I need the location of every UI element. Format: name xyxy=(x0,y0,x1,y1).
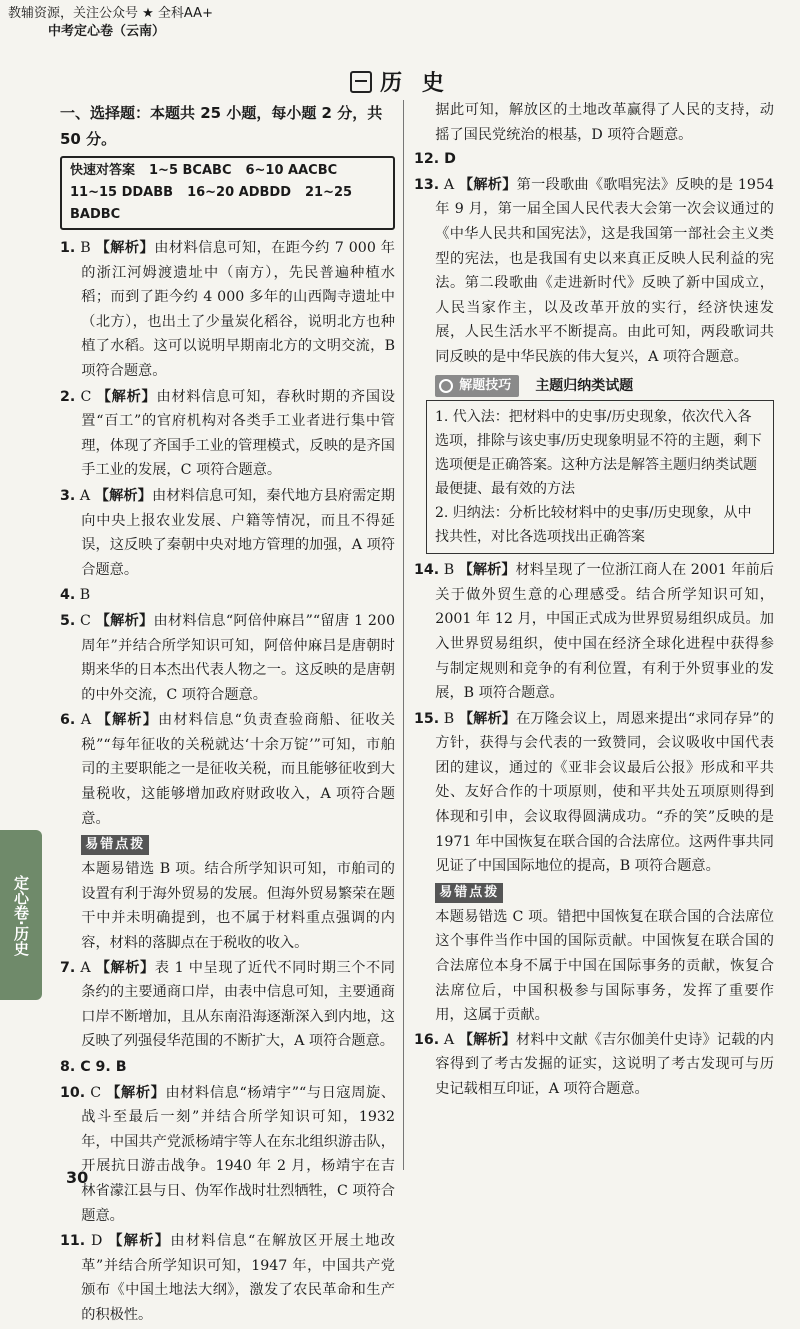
question-11-continued: 据此可知，解放区的土地改革赢得了人民的支持，动摇了国民党统治的根基，D 项符合题意。 xyxy=(435,102,774,143)
question-4: 4. B xyxy=(60,587,91,604)
question-5: 5. C 【解析】由材料信息“阿倍仲麻吕”“留唐 1 200 周年”并结合所学知识可知，阿倍仲麻吕是唐朝时期来华的日本杰出代表人物之一。这反映的是唐朝的中外交流，C 项符合题意。 xyxy=(60,612,395,703)
tip-method-2: 2. 归纳法：分析比较材料中的史事/历史现象，从中找共性，对比各选项找出正确答案 xyxy=(435,505,752,546)
side-tab: 定心卷·历史 xyxy=(0,830,42,1000)
key-icon xyxy=(439,379,453,393)
tip-method-1: 1. 代入法：把材料中的史事/历史现象，依次代入各选项，排除与该史事/历史现象明显不符的主题，剩下选项便是正确答案。这种方法是解答主题归纳类试题最便捷、最有效的方法 xyxy=(435,409,762,498)
question-16: 16. A 【解析】材料中文献《吉尔伽美什史诗》记载的内容得到了考古发掘的证实，这说明了考古发现可与历史记载相互印证，A 项符合题意。 xyxy=(414,1031,774,1097)
solving-tip-title: 主题归纳类试题 xyxy=(535,377,634,394)
question-13: 13. A 【解析】第一段歌曲《歌唱宪法》反映的是 1954 年 9 月，第一届全国人民代表大会第一次会议通过的《中华人民共和国宪法》，这是我国第一部社会主义类型的宪法，也是我国有史以来真正反映人民利益的宪法。第二段歌曲《走进新时代》反映了新中国成立，人民当家作主，以及改革开放的实行，经济快速发展，人民生活水平不断提高。由此可知，两段歌词共同反映的是中华民族的伟大复兴，A 项符合题意。 xyxy=(414,176,774,365)
question-2: 2. C 【解析】由材料信息可知，春秋时期的齐国设置“百工”的官府机构对各类手工业者进行集中管理，体现了齐国手工业的管理模式，反映的是齐国手工业的发展，C 项符合题意。 xyxy=(60,388,395,479)
right-column xyxy=(414,98,774,1103)
question-14: 14. B 【解析】材料呈现了一位浙江商人在 2001 年前后关于做外贸生意的心理感受。结合所学知识可知，2001 年 12 月，中国正式成为世界贸易组织成员。加入世界贸易组织，使中国在经济全球化进程中获得参与制定规则和竞争的有利位置，有利于外贸事业的发展，B 项符合题意。 xyxy=(414,562,774,702)
page-number: 30 xyxy=(66,1168,89,1187)
question-8-9: 8. C 9. B xyxy=(60,1059,127,1075)
answer-range: 1~5 BCABC xyxy=(149,163,232,178)
left-column xyxy=(60,100,395,1329)
answer-range: 11~15 DDABB xyxy=(70,185,174,200)
quick-answers-box xyxy=(60,156,395,230)
question-15: 15. B 【解析】在万隆会议上，周恩来提出“求同存异”的方针，获得与会代表的一致赞同，会议吸收中国代表团的建议，通过的《亚非会议最后公报》形成和平共处、友好合作的十项原则，使和平共处五项原则得到体现和引申，会议取得圆满成功。“乔的笑”反映的是 1971 年中国恢复在联合国的合法席位。这两件事共同见证了中国国际地位的提高，B 项符合题意。 xyxy=(414,710,774,875)
error-tip-badge: 易错点拨 xyxy=(81,835,149,855)
header-topline: 教辅资源，关注公众号 ★ 全科AA+ xyxy=(8,6,213,21)
column-divider xyxy=(403,100,404,1170)
solving-tip-header xyxy=(414,374,774,399)
subject-title xyxy=(0,66,800,97)
question-3: 3. A 【解析】由材料信息可知，秦代地方县府需定期向中央上报农业发展、户籍等情况，而且不得延误，这反映了秦朝中央对地方管理的加强，A 项符合题意。 xyxy=(60,487,395,578)
error-tip-text: 本题易错选 C 项。错把中国恢复在联合国的合法席位这个事件当作中国的国际贡献。中国恢复在联合国的合法席位本身不属于中国在国际事务的贡献，恢复合法席位后，中国积极参与国际事务，发挥了重要作用，这属于贡献。 xyxy=(435,908,774,1024)
subject-text: 历 史 xyxy=(380,71,450,96)
question-7: 7. A 【解析】表 1 中呈现了近代不同时期三个不同条约的主要通商口岸，由表中信息可知，主要通商口岸不断增加，且从东南沿海逐渐深入到内地，这反映了列强侵华范围的不断扩大，A 项符合题意。 xyxy=(60,959,395,1050)
book-name: 中考定心卷（云南） xyxy=(48,24,166,39)
question-10: 10. C 【解析】由材料信息“杨靖宇”“与日寇周旋、战斗至最后一刻”并结合所学知识可知，1932 年，中国共产党派杨靖宇等人在东北组织游击队，开展抗日游击战争。1940 年 2 月，杨靖宇在吉林省濛江县与日、伪军作战时壮烈牺牲，C 项符合题意。 xyxy=(60,1084,395,1224)
question-6: 6. A 【解析】由材料信息“负责查验商船、征收关税”“每年征收的关税就达‘十余万锭’”可知，市舶司的主要职能之一是征收关税，而且能够征收到大量税收，这能够增加政府财政收入，A 项符合题意。 xyxy=(60,712,395,827)
error-tip-badge: 易错点拨 xyxy=(435,883,503,903)
answer-range: 21~25 BADBC xyxy=(70,185,353,222)
question-1: 1. B 【解析】由材料信息可知，在距今约 7 000 年的浙江河姆渡遗址中（南方），先民普遍种植水稻；而到了距今约 4 000 多年的山西陶寺遗址中（北方），也出土了少量炭化稻谷，说明北方也种植了水稻。这可以说明早期南北方的文明交流，B 项符合题意。 xyxy=(60,240,395,379)
solving-tip-box xyxy=(426,400,774,554)
answer-range: 16~20 ADBDD xyxy=(187,185,292,200)
solving-tip-badge: 解题技巧 xyxy=(435,375,519,397)
question-11: 11. D 【解析】由材料信息“在解放区开展土地改革”并结合所学知识可知，1947 年，中国共产党颁布《中国土地法大纲》，激发了农民革命和生产的积极性。 xyxy=(60,1233,395,1323)
quick-answers-label: 快速对答案 xyxy=(70,163,136,178)
section-heading: 一、选择题：本题共 25 小题，每小题 2 分，共 50 分。 xyxy=(60,104,383,148)
answer-range: 6~10 AACBC xyxy=(245,163,338,178)
book-icon xyxy=(350,71,372,93)
error-tip-text: 本题易错选 B 项。结合所学知识可知，市舶司的设置有利于海外贸易的发展。但海外贸易繁荣在题干中并未明确提到，也不属于材料重点强调的内容，材料的落脚点在于税收的收入。 xyxy=(81,861,395,952)
question-12: 12. D xyxy=(414,151,456,168)
